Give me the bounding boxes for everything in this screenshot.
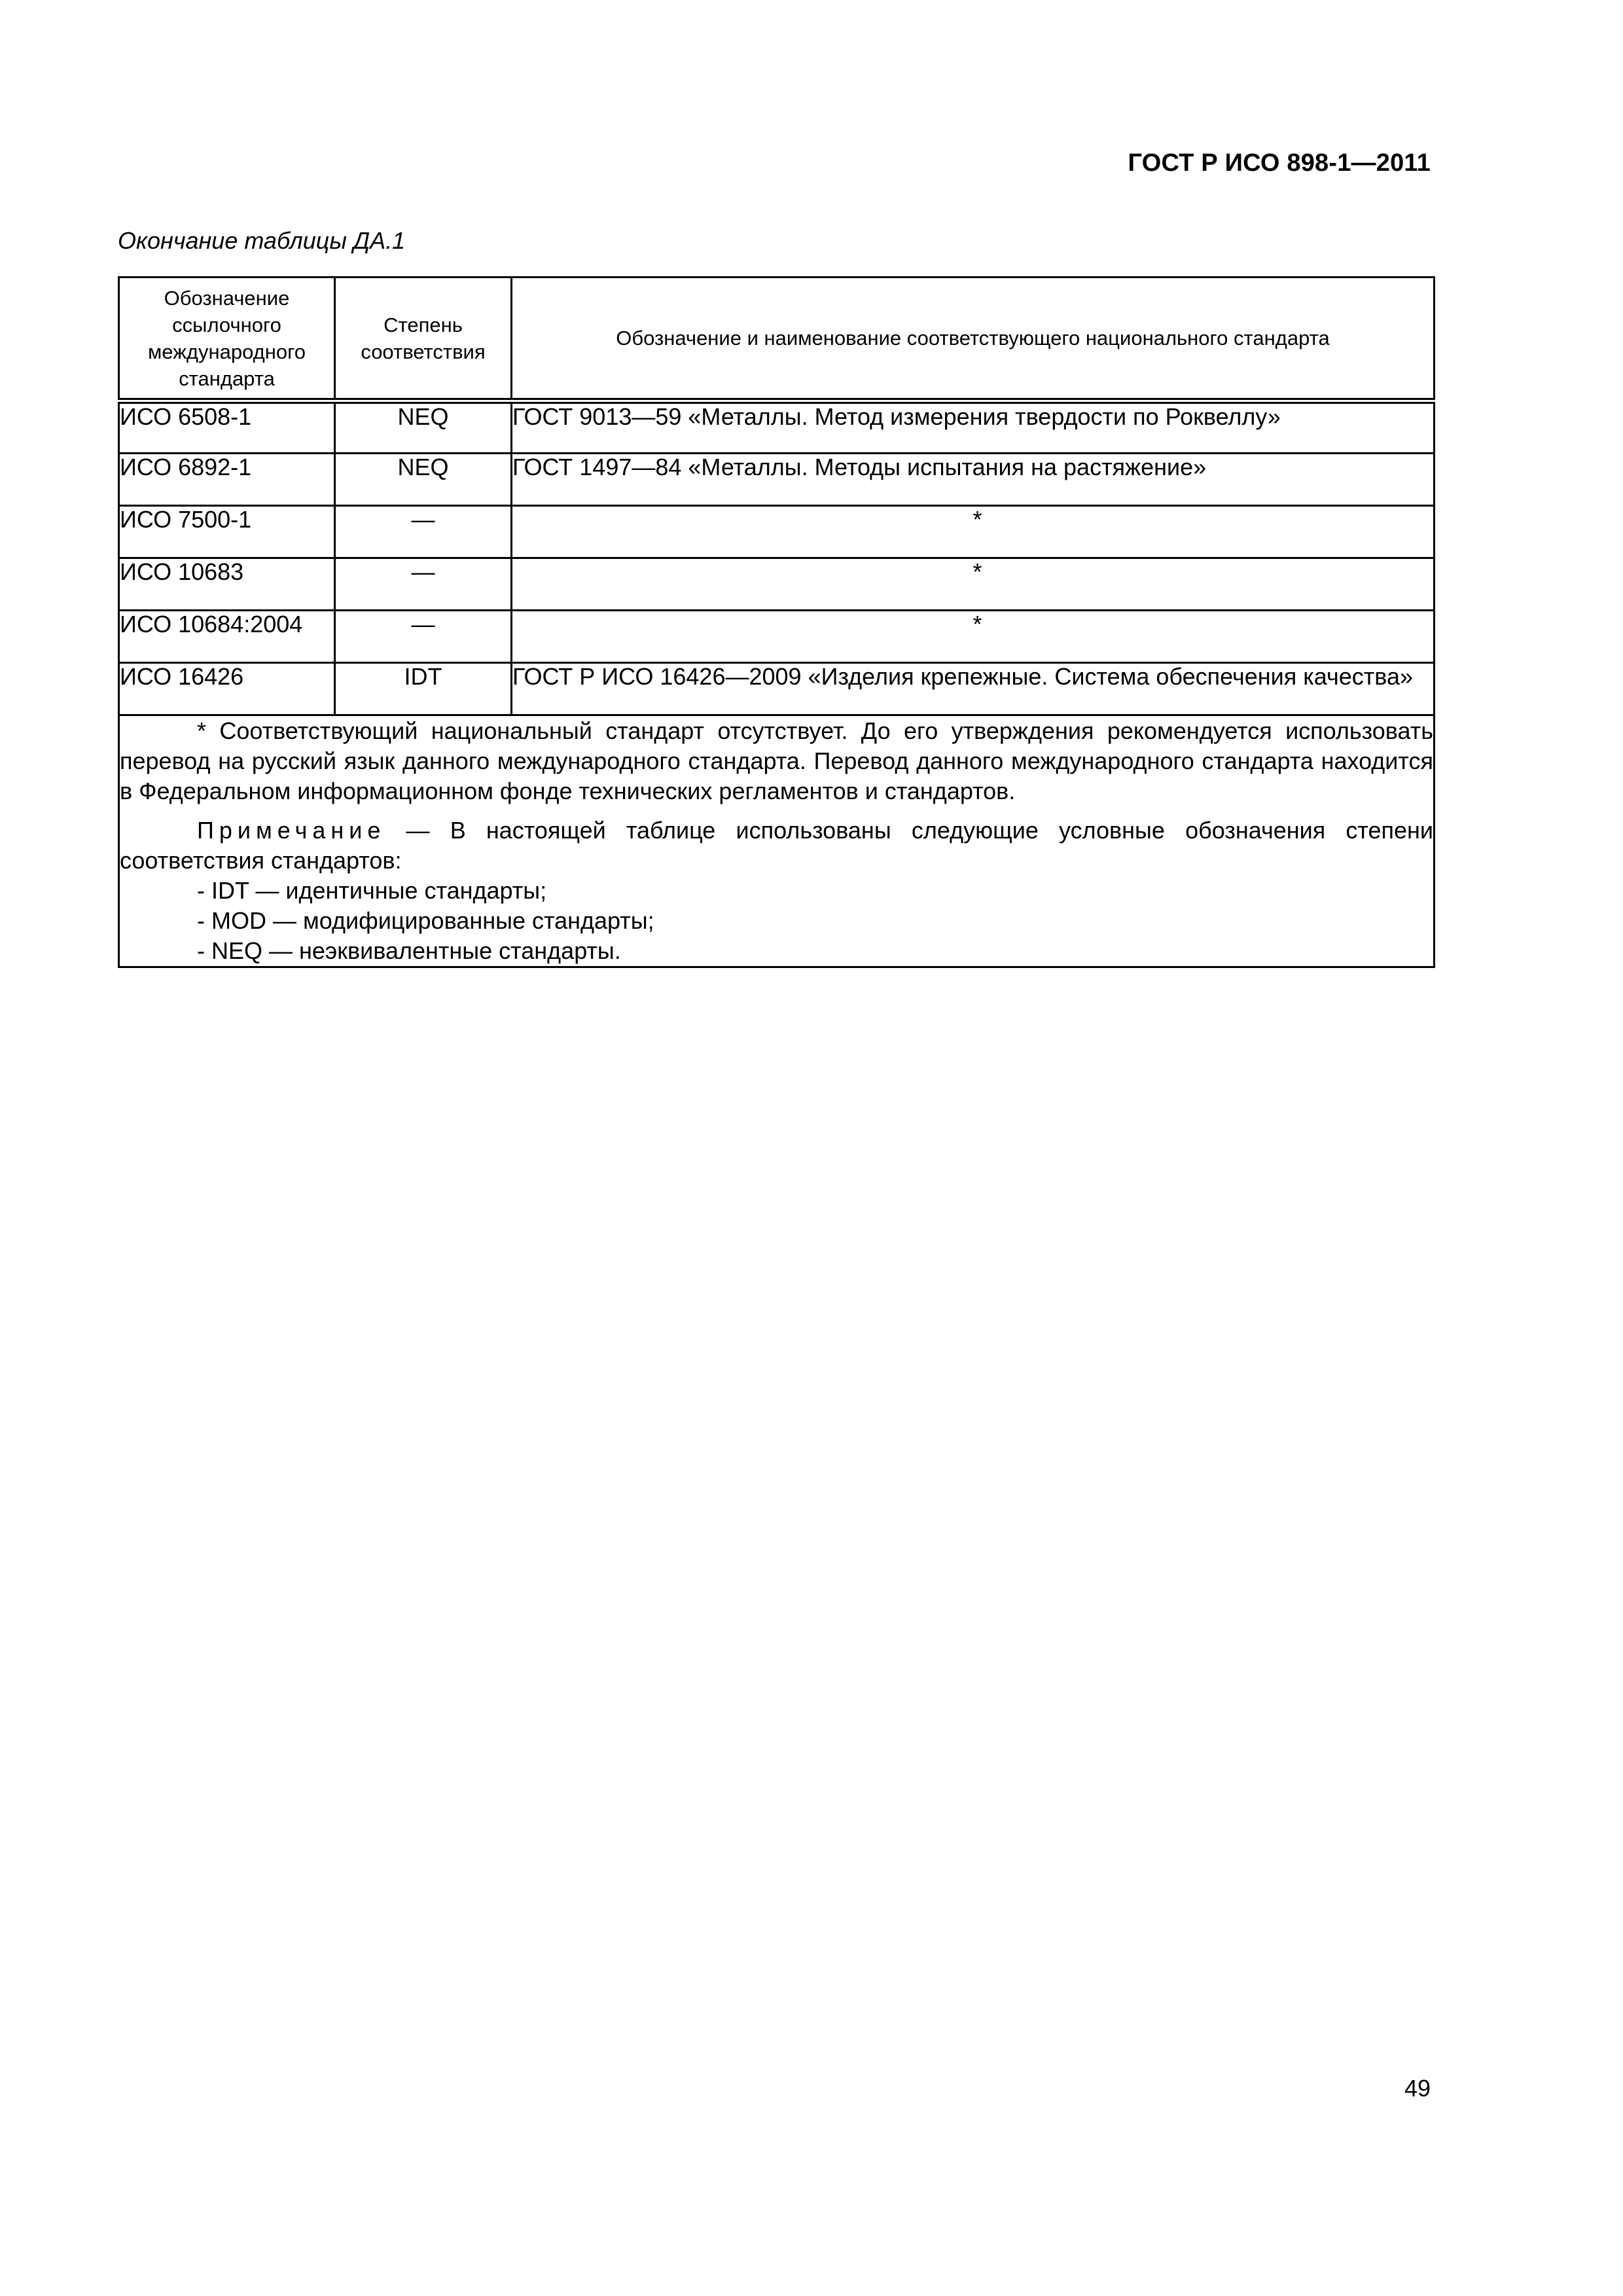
table-caption: Окончание таблицы ДА.1 (118, 227, 406, 254)
note-list-item: - IDT — идентичные стандарты; (197, 877, 547, 904)
degree-cell: — (335, 611, 512, 663)
national-standard-cell: ГОСТ 9013—59 «Металлы. Метод измерения твердости по Роквеллу» (512, 401, 1435, 454)
note-list-item: - NEQ — неэквивалентные стандарты. (197, 937, 621, 964)
degree-cell: NEQ (335, 454, 512, 506)
national-standard-cell: ГОСТ 1497—84 «Металлы. Методы испытания на растяжение» (512, 454, 1435, 506)
table-row (119, 558, 1435, 611)
table-header-row (119, 278, 1435, 401)
national-standard-cell: * (512, 611, 1435, 663)
note-list-item: - MOD — модифицированные стандарты; (197, 907, 654, 934)
reference-standard-cell: ИСО 6892-1 (119, 454, 335, 506)
correspondence-table (118, 276, 1435, 968)
degree-cell: — (335, 558, 512, 611)
note-text: — В настоящей таблице использованы следующие условные обозначения степени соответствия стандартов: (120, 817, 1433, 874)
degree-cell: — (335, 506, 512, 558)
reference-standard-cell: ИСО 7500-1 (119, 506, 335, 558)
document-code: ГОСТ Р ИСО 898-1—2011 (1128, 149, 1431, 177)
table-footer-row (119, 715, 1435, 967)
header-degree-of-correspondence: Степень соответствия (335, 278, 512, 401)
national-standard-cell: * (512, 558, 1435, 611)
national-standard-cell: * (512, 506, 1435, 558)
footnote: * Соответствующий национальный стандарт отсутствует. До его утверждения рекомендуется использовать перевод на русский язык данного международного стандарта. Перевод данного международного стандарта находится в Федеральном информационном фонде технических регламентов и стандартов. (120, 717, 1433, 804)
reference-standard-cell: ИСО 10683 (119, 558, 335, 611)
reference-standard-cell: ИСО 6508-1 (119, 401, 335, 454)
table-row (119, 454, 1435, 506)
table-row (119, 611, 1435, 663)
header-reference-standard: Обозначение ссылочного международного стандарта (119, 278, 335, 401)
table-row (119, 506, 1435, 558)
national-standard-cell: ГОСТ Р ИСО 16426—2009 «Изделия крепежные. Система обеспечения качества» (512, 663, 1435, 715)
note-list (120, 876, 1433, 966)
degree-cell: NEQ (335, 401, 512, 454)
note-label: Примечание (197, 817, 386, 844)
reference-standard-cell: ИСО 10684:2004 (119, 611, 335, 663)
table-row (119, 663, 1435, 715)
reference-standard-cell: ИСО 16426 (119, 663, 335, 715)
note (120, 816, 1433, 876)
page-number: 49 (1404, 2075, 1431, 2102)
degree-cell: IDT (335, 663, 512, 715)
header-national-standard: Обозначение и наименование соответствующего национального стандарта (512, 278, 1435, 401)
table-row (119, 401, 1435, 454)
table-footer (119, 715, 1435, 967)
